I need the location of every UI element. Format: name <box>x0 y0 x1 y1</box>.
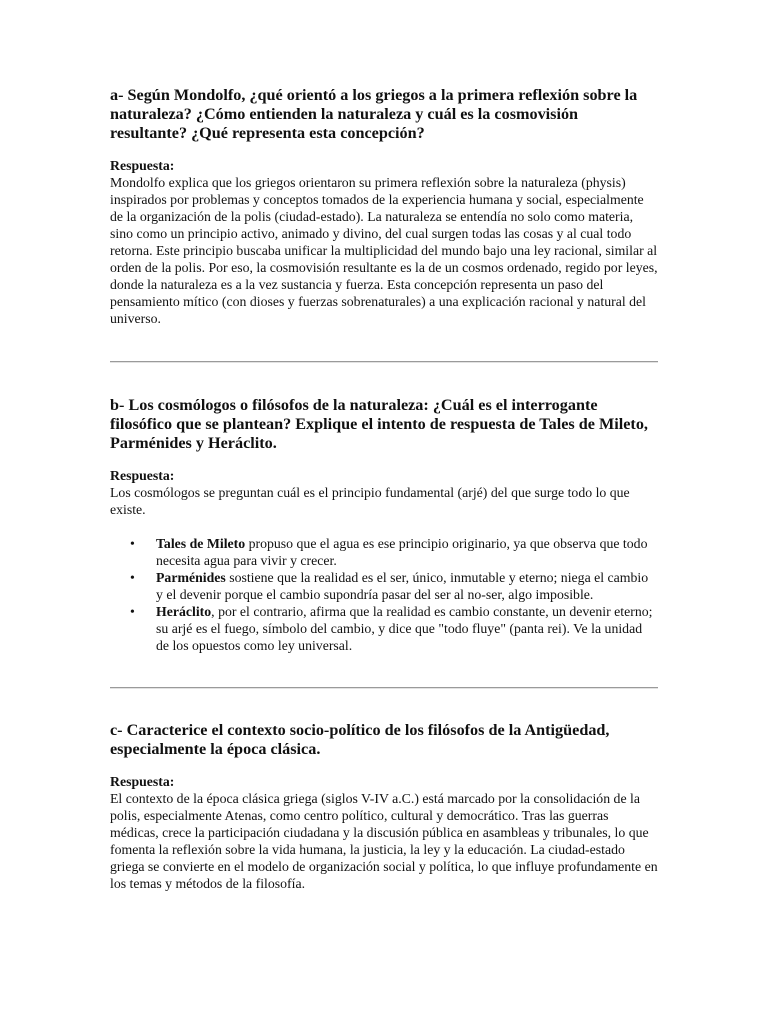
philosopher-name: Heráclito <box>156 604 212 619</box>
philosopher-description: , por el contrario, afirma que la realidad es cambio constante, un devenir eterno; su arjé es el fuego, símbolo del cambio, y dice que "todo fluye" (panta rei). Ve la unidad de los opuestos como ley universal. <box>156 604 653 653</box>
section-a <box>110 86 658 327</box>
list-item-heraclito <box>110 603 658 654</box>
answer-label-a: Respuesta: <box>110 158 175 173</box>
list-item-tales <box>110 535 658 569</box>
answer-text-c: El contexto de la época clásica griega (siglos V-IV a.C.) está marcado por la consolidación de la polis, especialmente Atenas, como centro político, cultural y democrático. Tras las guerras médicas, crece la participación ciudadana y la discusión pública en asambleas y tribunales, lo que fomenta la reflexión sobre la vida humana, la justicia, la ley y la educación. La ciudad-estado griega se convierte en el modelo de organización social y política, lo que influye profundamente en los temas y métodos de la filosofía. <box>110 791 658 891</box>
bullet-dot-icon: • <box>130 536 135 551</box>
divider-2 <box>110 687 658 689</box>
answer-text-a: Mondolfo explica que los griegos orientaron su primera reflexión sobre la naturaleza (physis) inspirados por problemas y conceptos tomados de la experiencia humana y social, especialmente de la organización de la polis (ciudad-estado). La naturaleza se entendía no solo como materia, sino como un principio activo, animado y divino, del cual surgen todas las cosas y al cual todo retorna. Este principio buscaba unificar la multiplicidad del mundo bajo una ley racional, similar al orden de la polis. Por eso, la cosmovisión resultante es la de un cosmos ordenado, regido por leyes, donde la naturaleza es a la vez sustancia y fuerza. Esta concepción representa un paso del pensamiento mítico (con dioses y fuerzas sobrenaturales) a una explicación racional y natural del universo. <box>110 175 658 326</box>
philosopher-name: Tales de Mileto <box>156 536 246 551</box>
question-b: b- Los cosmólogos o filósofos de la naturaleza: ¿Cuál es el interrogante filosófico que se plantean? Explique el intento de respuesta de Tales de Mileto, Parménides y Heráclito. <box>110 396 648 452</box>
section-c <box>110 721 658 892</box>
philosopher-description: sostiene que la realidad es el ser, único, inmutable y eterno; niega el cambio y el devenir porque el cambio supondría pasar del ser al no-ser, algo imposible. <box>156 570 649 602</box>
section-b <box>110 396 658 654</box>
bullet-dot-icon: • <box>130 604 135 619</box>
philosopher-list <box>110 535 658 654</box>
philosopher-description: propuso que el agua es ese principio originario, ya que observa que todo necesita agua para vivir y crecer. <box>156 536 648 568</box>
question-a: a- Según Mondolfo, ¿qué orientó a los griegos a la primera reflexión sobre la naturaleza? ¿Cómo entienden la naturaleza y cuál es la cosmovisión resultante? ¿Qué representa esta concepción? <box>110 86 638 142</box>
list-item-parmenides <box>110 569 658 603</box>
answer-text-b: Los cosmólogos se preguntan cuál es el principio fundamental (arjé) del que surge todo lo que existe. <box>110 485 630 517</box>
bullet-dot-icon: • <box>130 570 135 585</box>
answer-label-c: Respuesta: <box>110 774 175 789</box>
philosopher-name: Parménides <box>156 570 226 585</box>
answer-label-b: Respuesta: <box>110 468 175 483</box>
question-c: c- Caracterice el contexto socio-político de los filósofos de la Antigüedad, especialmente la época clásica. <box>110 721 610 758</box>
divider-1 <box>110 361 658 363</box>
